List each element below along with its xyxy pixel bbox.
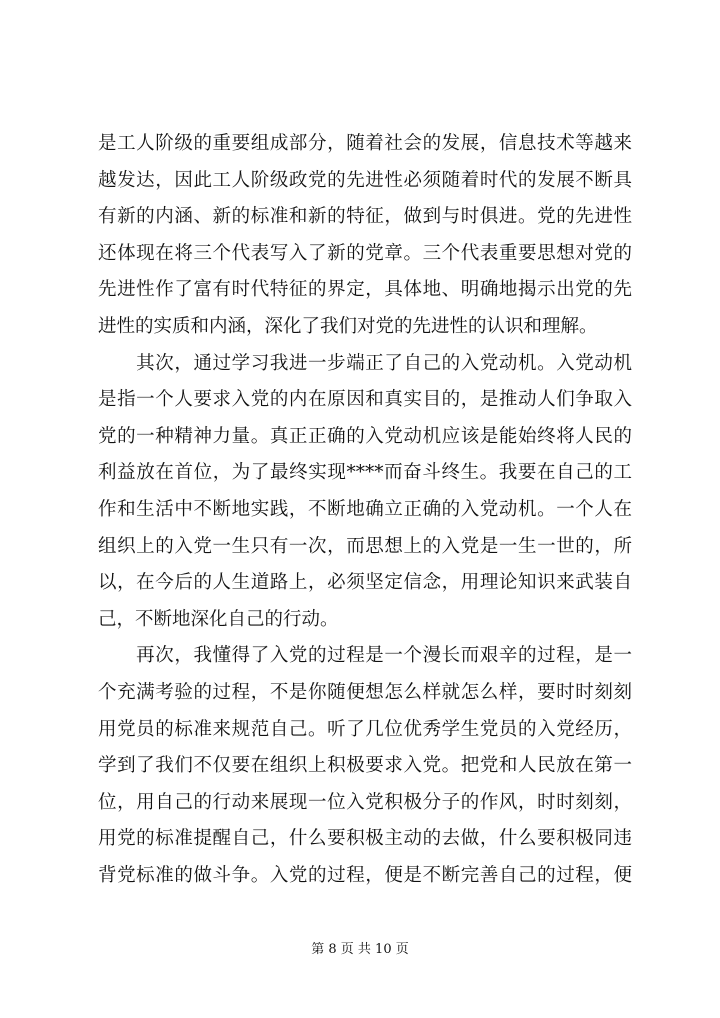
- text-line: 有新的内涵、新的标准和新的特征，做到与时俱进。党的先进性: [98, 206, 632, 228]
- text-line: 还体现在将三个代表写入了新的党章。三个代表重要思想对党的: [98, 242, 632, 264]
- text-line: 作和生活中不断地实践，不断地确立正确的入党动机。一个人在: [98, 498, 632, 520]
- text-line: 党的一种精神力量。真正正确的入党动机应该是能始终将人民的: [98, 425, 632, 447]
- text-line: 学到了我们不仅要在组织上积极要求入党。把党和人民放在第一: [98, 755, 632, 777]
- text-line: 位，用自己的行动来展现一位入党积极分子的作风，时时刻刻，: [98, 791, 632, 813]
- page-footer: 第 8 页 共 10 页: [311, 942, 409, 957]
- text-line: 组织上的入党一生只有一次，而思想上的入党是一生一世的，所: [98, 535, 632, 557]
- text-line: 利益放在首位，为了最终实现****而奋斗终生。我要在自己的工: [98, 462, 632, 484]
- text-line: 以，在今后的人生道路上，必须坚定信念，用理论知识来武装自: [98, 572, 632, 594]
- text-line: 己，不断地深化自己的行动。: [98, 608, 339, 630]
- text-line: 用党员的标准来规范自己。听了几位优秀学生党员的入党经历，: [98, 718, 632, 740]
- text-line: 进性的实质和内涵，深化了我们对党的先进性的认识和理解。: [98, 315, 598, 337]
- text-line: 其次，通过学习我进一步端正了自己的入党动机。入党动机: [98, 352, 632, 374]
- text-line: 是指一个人要求入党的内在原因和真实目的，是推动人们争取入: [98, 389, 632, 411]
- text-line: 用党的标准提醒自己，什么要积极主动的去做，什么要积极同违: [98, 828, 632, 850]
- text-line: 是工人阶级的重要组成部分，随着社会的发展，信息技术等越来: [98, 133, 632, 154]
- text-line: 再次，我懂得了入党的过程是一个漫长而艰辛的过程，是一: [98, 645, 632, 667]
- text-line: 先进性作了富有时代特征的界定，具体地、明确地揭示出党的先: [98, 279, 632, 301]
- text-line: 个充满考验的过程，不是你随便想怎么样就怎么样，要时时刻刻: [98, 681, 632, 703]
- text-line: 背党标准的做斗争。入党的过程，便是不断完善自己的过程，便: [98, 864, 632, 886]
- text-line: 越发达，因此工人阶级政党的先进性必须随着时代的发展不断具: [98, 169, 632, 191]
- body-text: [98, 126, 632, 894]
